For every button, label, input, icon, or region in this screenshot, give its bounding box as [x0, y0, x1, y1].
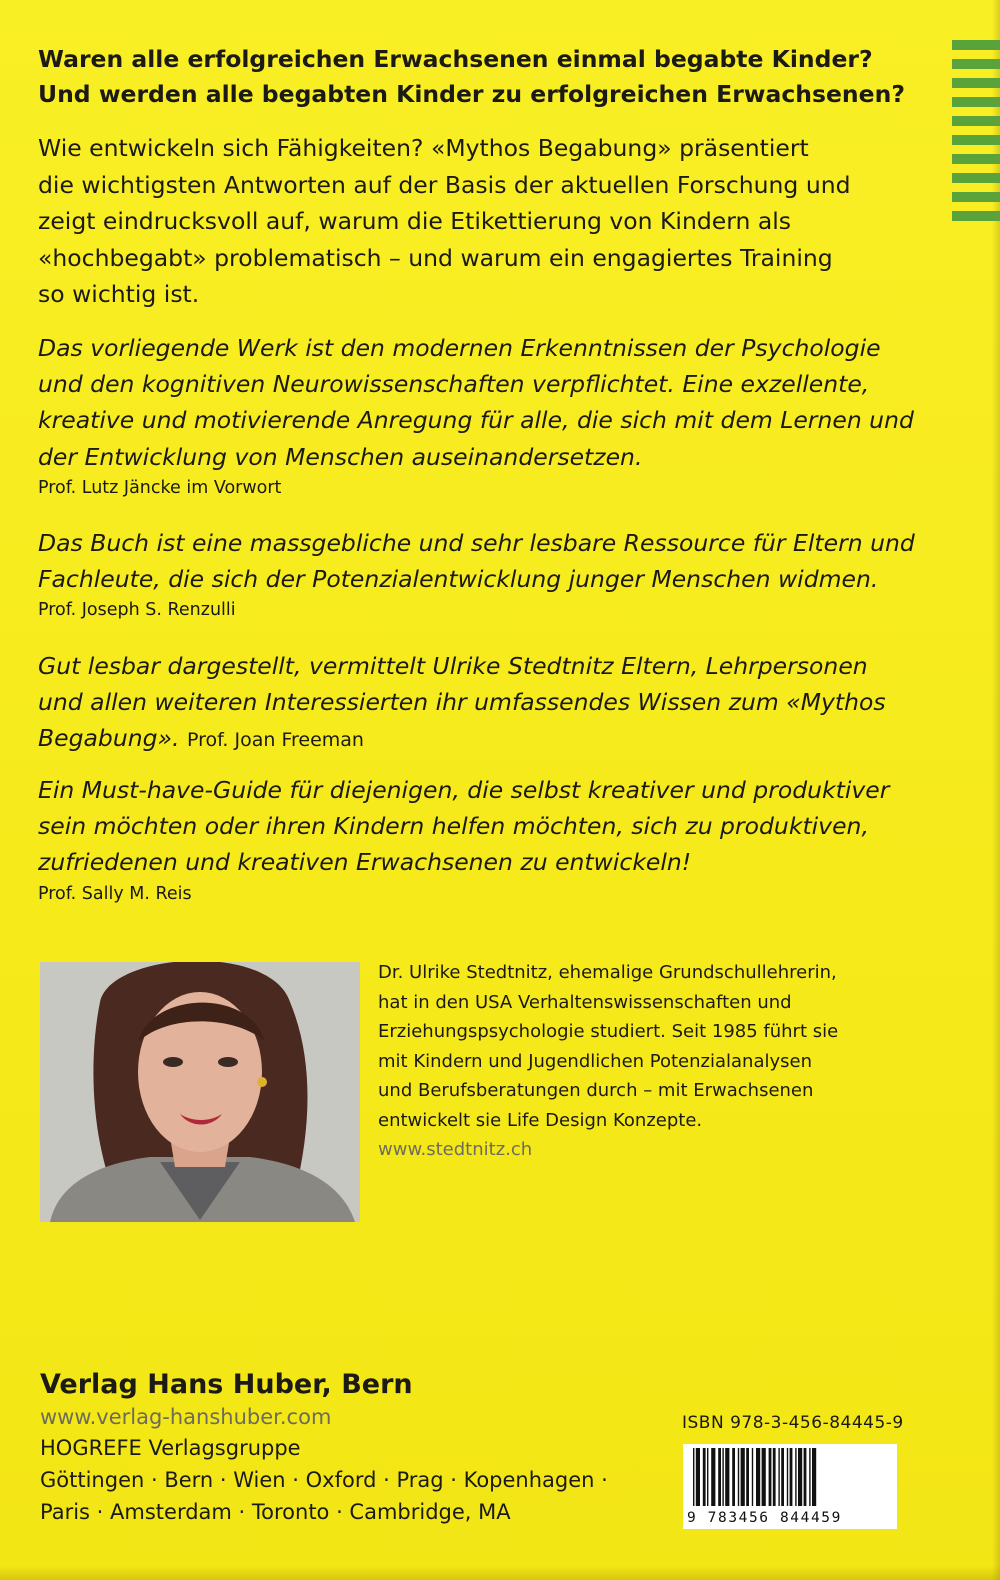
- barcode-bar: [790, 1448, 793, 1506]
- publisher-cities-2: Paris · Amsterdam · Toronto · Cambridge, MA: [40, 1500, 511, 1524]
- intro-line: «hochbegabt» problematisch – und warum ein engagiertes Training: [38, 243, 833, 272]
- headline-line-2: Und werden alle begabten Kinder zu erfolgreichen Erwachsenen?: [38, 80, 905, 108]
- barcode-bar: [738, 1448, 739, 1506]
- publisher-cities-1: Göttingen · Bern · Wien · Oxford · Prag · Kopenhagen ·: [40, 1468, 608, 1492]
- isbn-barcode: [683, 1444, 897, 1529]
- barcode-bar: [769, 1448, 772, 1506]
- barcode-bars: [683, 1444, 897, 1508]
- bio-line: entwickelt sie Life Design Konzepte.: [378, 1109, 703, 1131]
- quote-line: sein möchten oder ihren Kindern helfen möchten, sich zu produktiven,: [38, 812, 869, 841]
- quote-line: Das Buch ist eine massgebliche und sehr lesbare Ressource für Eltern und: [38, 529, 915, 557]
- barcode-bar: [718, 1448, 721, 1506]
- barcode-bar: [703, 1448, 706, 1506]
- quote-line: und allen weiteren Interessierten ihr umfassendes Wissen zum «Mythos: [38, 688, 886, 717]
- barcode-bar: [693, 1448, 694, 1506]
- cover-edge-shadow: [992, 0, 1000, 1580]
- review-quote-reis: [38, 772, 938, 907]
- publisher-url: www.verlag-hanshuber.com: [40, 1405, 332, 1429]
- barcode-bar: [762, 1448, 766, 1506]
- intro-paragraph: [38, 130, 918, 313]
- barcode-bar: [741, 1448, 745, 1506]
- barcode-bar: [707, 1448, 708, 1506]
- barcode-bar: [752, 1448, 753, 1506]
- publisher-name: Verlag Hans Huber, Bern: [40, 1369, 413, 1400]
- quote-line: der Entwicklung von Menschen auseinandersetzen.: [38, 442, 643, 471]
- bio-line: hat in den USA Verhaltenswissenschaften und: [378, 991, 792, 1013]
- barcode-bar: [795, 1448, 796, 1506]
- barcode-bar: [787, 1448, 788, 1506]
- quote-line: und den kognitiven Neurowissenschaften verpflichtet. Eine exzellente,: [38, 370, 870, 399]
- author-photo: [40, 962, 360, 1222]
- quote-attribution: Prof. Joseph S. Renzulli: [38, 600, 236, 621]
- barcode-bar: [696, 1448, 700, 1506]
- green-stripes-decoration: [952, 40, 1000, 230]
- cover-bottom-shadow: [0, 1566, 1000, 1580]
- quote-line: Das vorliegende Werk ist den modernen Erkenntnissen der Psychologie: [38, 334, 881, 362]
- barcode-bar: [812, 1448, 816, 1506]
- review-quote-renzulli: [38, 525, 938, 623]
- bio-line: und Berufsberatungen durch – mit Erwachsenen: [378, 1080, 814, 1101]
- quote-line: Begabung».: [38, 724, 180, 753]
- quote-line: zufriedenen und kreativen Erwachsenen zu entwickeln!: [38, 848, 692, 877]
- quote-line: kreative und motivierende Anregung für alle, die sich mit dem Lernen und: [38, 406, 914, 435]
- bio-line: Erziehungspsychologie studiert. Seit 1985 führt sie: [378, 1021, 839, 1042]
- quote-line: Fachleute, die sich der Potenzialentwicklung junger Menschen widmen.: [38, 565, 879, 594]
- barcode-bar: [711, 1448, 715, 1506]
- review-quote-freeman: [38, 648, 938, 759]
- barcode-bar: [809, 1448, 810, 1506]
- publisher-block: [40, 1368, 640, 1528]
- bio-line: Dr. Ulrike Stedtnitz, ehemalige Grundschullehrerin,: [378, 962, 837, 983]
- bio-line: mit Kindern und Jugendlichen Potenzialanalysen: [378, 1050, 812, 1072]
- barcode-digits: 9 783456 844459: [687, 1510, 842, 1526]
- barcode-bar: [732, 1448, 735, 1506]
- quote-line: Gut lesbar dargestellt, vermittelt Ulrike Stedtnitz Eltern, Lehrpersonen: [38, 652, 868, 680]
- author-website: www.stedtnitz.ch: [378, 1139, 533, 1160]
- barcode-bar: [756, 1448, 760, 1506]
- quote-attribution: Prof. Sally M. Reis: [38, 883, 192, 904]
- barcode-bar: [722, 1448, 723, 1506]
- isbn-label: ISBN 978-3-456-84445-9: [682, 1413, 904, 1433]
- headline-line-1: Waren alle erfolgreichen Erwachsenen einmal begabte Kinder?: [38, 45, 873, 73]
- quote-line: Ein Must-have-Guide für diejenigen, die selbst kreativer und produktiver: [38, 776, 890, 804]
- publisher-group: HOGREFE Verlagsgruppe: [40, 1436, 301, 1460]
- review-quote-jaencke: [38, 330, 938, 501]
- barcode-bar: [781, 1448, 784, 1506]
- intro-line: Wie entwickeln sich Fähigkeiten? «Mythos Begabung» präsentiert: [38, 134, 809, 162]
- quote-attribution: Prof. Joan Freeman: [186, 729, 364, 752]
- intro-line: zeigt eindrucksvoll auf, warum die Etikettierung von Kindern als: [38, 207, 791, 236]
- barcode-bar: [778, 1448, 779, 1506]
- intro-line: die wichtigsten Antworten auf der Basis der aktuellen Forschung und: [38, 170, 851, 199]
- intro-line: so wichtig ist.: [38, 280, 200, 309]
- barcode-bar: [798, 1448, 802, 1506]
- barcode-bar: [746, 1448, 749, 1506]
- barcode-bar: [773, 1448, 776, 1506]
- author-bio: [378, 958, 898, 1165]
- quote-attribution: Prof. Lutz Jäncke im Vorwort: [38, 477, 282, 498]
- headline: [38, 42, 928, 112]
- barcode-bar: [725, 1448, 729, 1506]
- barcode-bar: [804, 1448, 807, 1506]
